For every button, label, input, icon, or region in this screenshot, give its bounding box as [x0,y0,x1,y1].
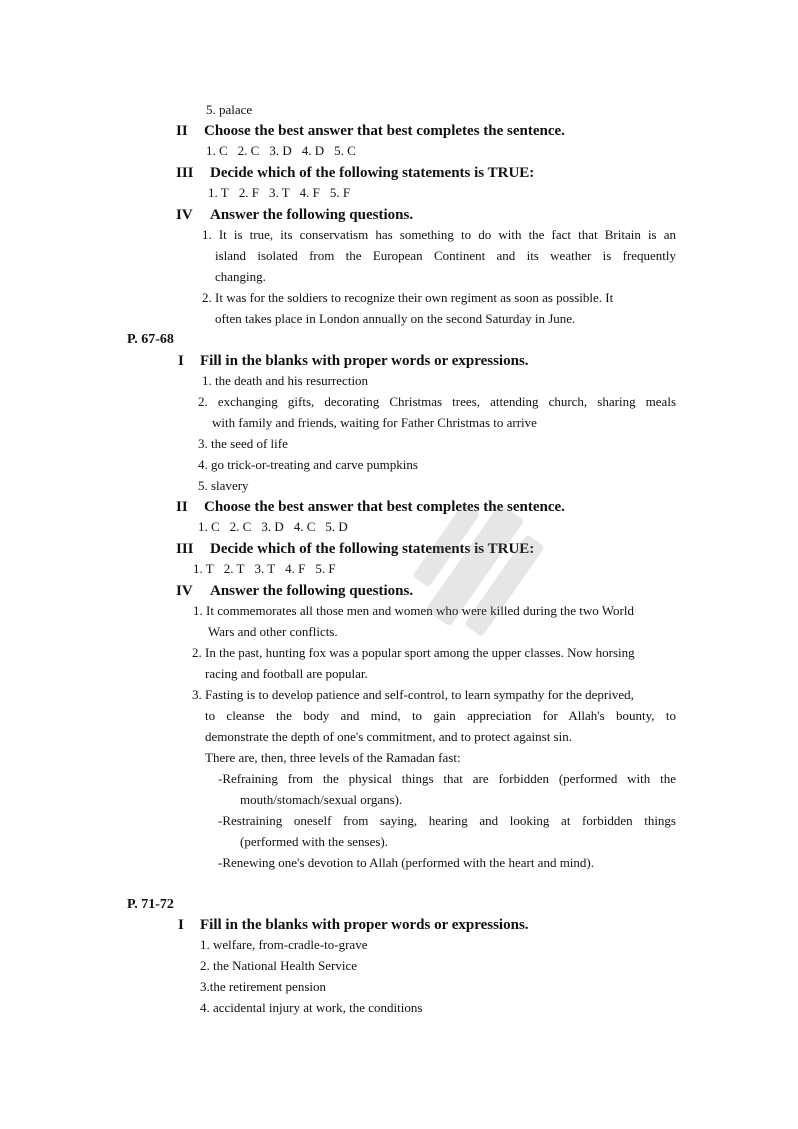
section-heading: I Fill in the blanks with proper words or expressions. [178,353,529,369]
answer-item: 4. go trick-or-treating and carve pumpkins [198,457,418,472]
answer-item: 2. exchanging gifts, decorating Christmas trees, attending church, sharing meals [198,394,676,409]
answer-item: 4. accidental injury at work, the conditions [200,1000,423,1015]
section-heading: I Fill in the blanks with proper words or expressions. [178,917,529,933]
answer-text: racing and football are popular. [205,666,368,681]
section-heading: IV Answer the following questions. [176,207,414,223]
section-heading: IV Answer the following questions. [176,583,414,599]
answer-text: -Restraining oneself from saying, hearing and looking at forbidden things [218,813,676,828]
answer-row: 1. C 2. C 3. D 4. D 5. C [206,143,356,158]
watermark-stamp [400,470,550,660]
answer-item: with family and friends, waiting for Father Christmas to arrive [212,415,537,430]
answer-text: 1. It is true, its conservatism has something to do with the fact that Britain is an [202,227,676,242]
answer-row: 1. C 2. C 3. D 4. C 5. D [198,519,348,534]
answer-text: changing. [215,269,266,284]
answer-item: 3.the retirement pension [200,979,326,994]
answer-text: There are, then, three levels of the Ramadan fast: [205,750,461,765]
answer-text: 2. In the past, hunting fox was a popular sport among the upper classes. Now horsing [192,645,635,660]
section-heading: III Decide which of the following statements is TRUE: [176,541,535,557]
answer-text: often takes place in London annually on the second Saturday in June. [215,311,576,326]
answer-text: 1. It commemorates all those men and women who were killed during the two World [193,603,634,618]
answer-text: (performed with the senses). [240,834,389,849]
answer-text: -Refraining from the physical things that are forbidden (performed with the [218,771,676,786]
section-heading: III Decide which of the following statements is TRUE: [176,165,535,181]
answer-item: 5. palace [206,102,253,117]
answer-text: demonstrate the depth of one's commitment, and to protect against sin. [205,729,572,744]
answer-row: 1. T 2. F 3. T 4. F 5. F [208,185,351,200]
answer-text: -Renewing one's devotion to Allah (performed with the heart and mind). [218,855,594,870]
answer-text: to cleanse the body and mind, to gain appreciation for Allah's bounty, to [205,708,676,723]
answer-text: 2. It was for the soldiers to recognize their own regiment as soon as possible. It [202,290,614,305]
answer-row: 1. T 2. T 3. T 4. F 5. F [193,561,336,576]
answer-text: 3. Fasting is to develop patience and self-control, to learn sympathy for the deprived, [192,687,634,702]
answer-item: 1. welfare, from-cradle-to-grave [200,937,368,952]
answer-text: island isolated from the European Continent and its weather is frequently [215,248,676,263]
answer-item: 5. slavery [198,478,249,493]
section-heading: II Choose the best answer that best completes the sentence. [176,499,565,515]
answer-text: Wars and other conflicts. [208,624,338,639]
section-heading: II Choose the best answer that best completes the sentence. [176,123,565,139]
answer-item: 3. the seed of life [198,436,288,451]
answer-text: mouth/stomach/sexual organs). [240,792,403,807]
answer-item: 2. the National Health Service [200,958,358,973]
page-reference: P. 71-72 [127,897,174,912]
answer-item: 1. the death and his resurrection [202,373,369,388]
page-reference: P. 67-68 [127,332,174,347]
